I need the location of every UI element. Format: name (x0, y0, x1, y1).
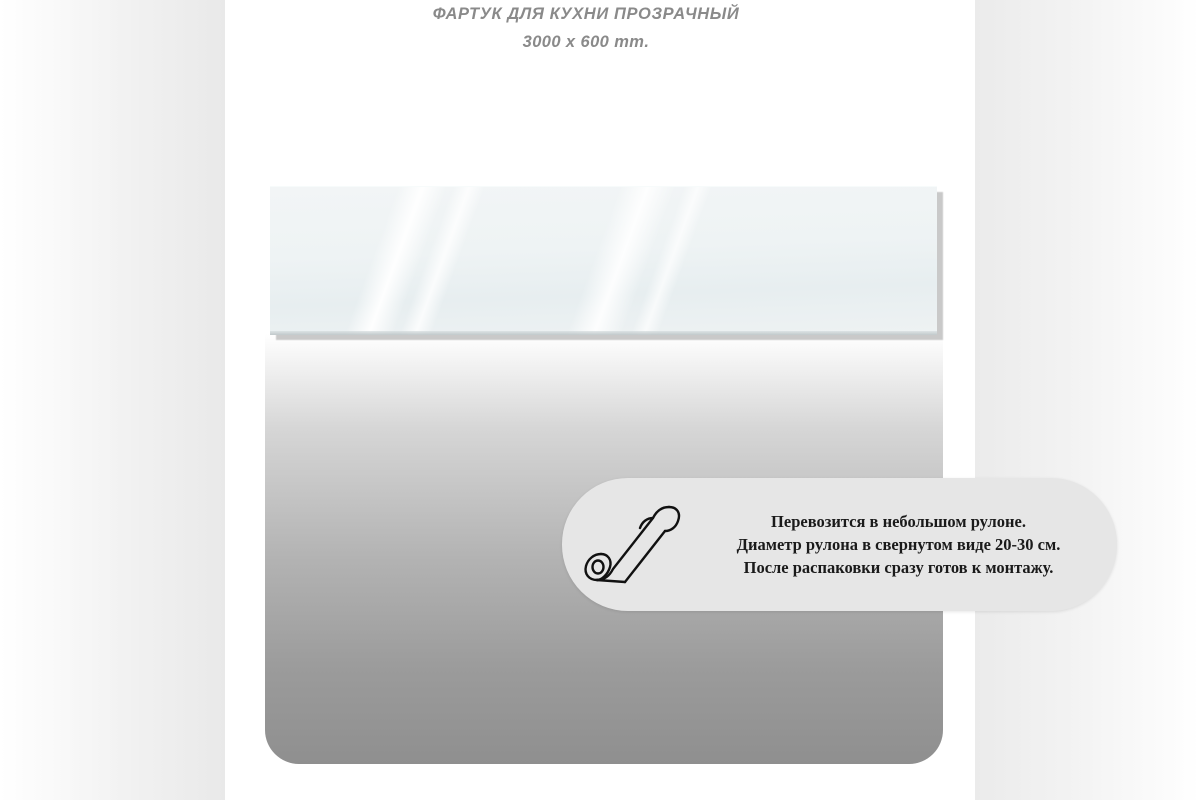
info-line-1: Перевозится в небольшом рулоне. (771, 512, 1026, 531)
gloss-streak-icon (603, 186, 730, 335)
product-dimensions: 3000 x 600 mm. (522, 33, 650, 51)
shipping-info-text (702, 510, 1117, 579)
product-title: ФАРТУК ДЛЯ КУХНИ ПРОЗРАЧНЫЙ (432, 5, 740, 23)
gloss-streak-icon (539, 186, 690, 335)
left-background-band (0, 0, 225, 800)
title-block (225, 0, 947, 54)
info-line-2: Диаметр рулона в свернутом виде 20-30 см. (736, 535, 1061, 554)
shipping-info-pill (562, 478, 1117, 611)
right-background-band (975, 0, 1200, 800)
transparent-panel (270, 186, 937, 334)
product-card (225, 0, 1061, 800)
gloss-streak-icon (372, 186, 503, 335)
rolled-sheet-icon (562, 478, 702, 611)
info-line-3: После распаковки сразу готов к монтажу. (743, 558, 1054, 577)
panel-surface (270, 186, 937, 335)
gloss-streak-icon (317, 186, 463, 335)
panel-bottom-edge (270, 331, 937, 335)
